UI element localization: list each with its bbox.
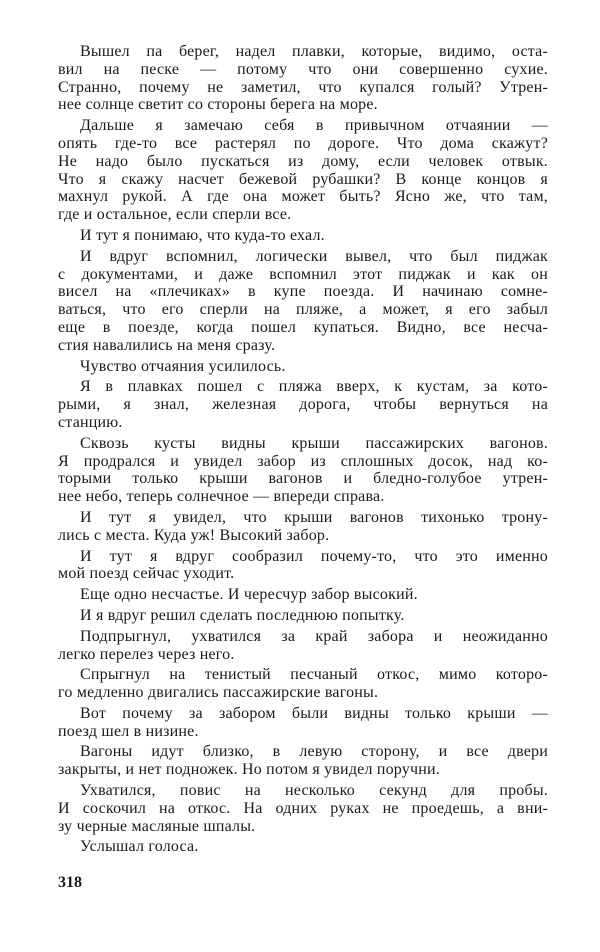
text-line: Спрыгнул на тенистый песчаный откос, мимо которо- — [80, 666, 548, 684]
paragraph — [58, 838, 548, 856]
text-line: висел на «плечиках» в купе поезда. И начинаю сомне- — [58, 283, 548, 301]
paragraph — [58, 227, 548, 245]
text-line: И соскочил на откос. На одних руках не проедешь, а вни- — [58, 799, 548, 817]
paragraph — [58, 628, 548, 664]
text-line: опять где-то все растерял по дороге. Что дома скажут? — [58, 134, 548, 152]
text-line: торыми только крыши вагонов и бледно-голубое утрен- — [58, 470, 548, 488]
text-line: где и остальное, если сперли все. — [58, 206, 292, 224]
text-line: И тут я понимаю, что куда-то ехал. — [80, 226, 325, 244]
text-line: ваться, что его сперли на пляже, а может, я его забыл — [58, 301, 548, 319]
text-line: стия навалились на меня сразу. — [58, 336, 276, 354]
paragraph — [58, 548, 548, 584]
paragraph — [58, 435, 548, 506]
text-line: мой поезд сейчас уходит. — [58, 565, 235, 583]
paragraph — [58, 586, 548, 604]
text-line: станцию. — [58, 413, 123, 431]
text-line: лись с места. Куда уж! Высокий забор. — [58, 526, 330, 544]
text-line: го медленно двигались пассажирские вагоны. — [58, 684, 379, 702]
paragraph — [58, 743, 548, 779]
page-number: 318 — [58, 874, 82, 891]
text-line: И я вдруг решил сделать последнюю попытку. — [80, 606, 405, 624]
paragraph — [58, 607, 548, 625]
paragraph — [58, 378, 548, 431]
text-line: Я в плавках пошел с пляжа вверх, к кустам, за кото- — [80, 378, 548, 396]
text-line: вил на песке — потому что они совершенно сухие. — [58, 60, 548, 78]
text-line: легко перелез через него. — [58, 645, 235, 663]
text-line: нее небо, теперь солнечное — впереди справа. — [58, 488, 385, 506]
text-line: с документами, и даже вспомнил этот пиджак и как он — [58, 265, 548, 283]
text-line: еще в поезде, когда пошел купаться. Видно, все несча- — [58, 318, 548, 336]
paragraph — [58, 782, 548, 835]
text-line: Вагоны идут близко, в левую сторону, и все двери — [80, 743, 548, 761]
text-line: Подпрыгнул, ухватился за край забора и неожиданно — [80, 627, 548, 645]
paragraph — [58, 117, 548, 224]
paragraph — [58, 705, 548, 741]
text-line: Не надо было пускаться из дому, если человек отвык. — [58, 152, 548, 170]
text-line: зу черные масляные шпалы. — [58, 817, 256, 835]
paragraph — [58, 358, 548, 376]
paragraph — [58, 666, 548, 702]
text-line: Что я скажу насчет бежевой рубашки? В конце концов я — [58, 170, 548, 188]
paragraph — [58, 43, 548, 114]
text-line: закрыты, и нет подножек. Но потом я увидел поручни. — [58, 761, 440, 779]
text-line: Еще одно несчастье. И чересчур забор высокий. — [80, 586, 418, 604]
paragraph — [58, 509, 548, 545]
paragraph — [58, 248, 548, 355]
text-line: поезд шел в низине. — [58, 722, 199, 740]
text-line: И вдруг вспомнил, логически вывел, что был пиджак — [80, 247, 548, 265]
text-line: рыми, я знал, железная дорога, чтобы вернуться на — [58, 396, 548, 414]
text-line: Чувство отчаяния усилилось. — [80, 357, 286, 375]
text-line: И тут я увидел, что крыши вагонов тихонько трону- — [80, 508, 548, 526]
text-line: Вышел па берег, надел плавки, которые, видимо, оста- — [80, 43, 548, 60]
text-line: Сквозь кусты видны крыши пассажирских вагонов. — [80, 434, 548, 452]
text-line: Дальше я замечаю себя в привычном отчаянии — — [80, 117, 548, 135]
page-text — [58, 43, 548, 856]
text-line: Странно, почему не заметил, что купался голый? Утрен- — [58, 78, 548, 96]
text-line: И тут я вдруг сообразил почему-то, что это именно — [80, 547, 548, 565]
text-line: Услышал голоса. — [80, 838, 199, 856]
text-line: Вот почему за забором были видны только крыши — — [80, 704, 548, 722]
text-line: нее солнце светит со стороны берега на море. — [58, 96, 378, 114]
text-line: Я продрался и увидел забор из сплошных досок, над ко- — [58, 452, 548, 470]
text-line: махнул рукой. А где она может быть? Ясно же, что там, — [58, 188, 548, 206]
text-line: Ухватился, повис на несколько секунд для пробы. — [80, 782, 548, 800]
